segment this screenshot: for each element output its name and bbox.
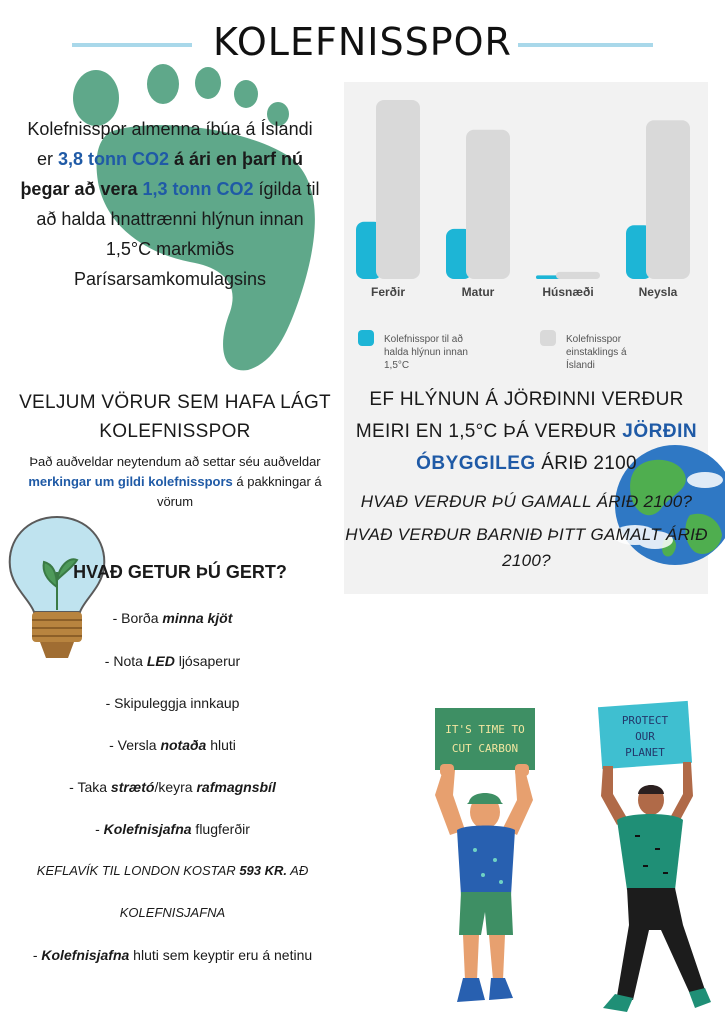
list-item: KEFLAVÍK TIL LONDON KOSTAR 593 KR. AÐ (36, 863, 309, 878)
bar-húsnæði-series-2 (556, 272, 600, 279)
bar-ferðir-series-2 (376, 100, 420, 279)
list-item: - Taka strætó/keyra rafmagnsbíl (69, 779, 276, 795)
intro-highlight-current: 3,8 tonn CO2 (57, 149, 169, 169)
svg-text:OUR: OUR (635, 730, 655, 743)
svg-text:IT'S TIME TO: IT'S TIME TO (445, 723, 525, 736)
list-item: KOLEFNISJAFNA (119, 905, 226, 920)
svg-text:PLANET: PLANET (625, 746, 665, 759)
list-item: - Kolefnisjafna hluti sem keyptir eru á netinu (32, 947, 313, 963)
svg-text:CUT CARBON: CUT CARBON (451, 742, 519, 755)
veljum-text: Það auðveldar neytendum að settar séu auðveldar merkingar um gildi kolefnisspors á pakkningar á vörum (28, 454, 322, 509)
legend-label: Kolefnisspor til að halda hlýnun innan 1,5°C (384, 334, 468, 371)
question-you: HVAÐ VERÐUR ÞÚ GAMALL ÁRIÐ 2100? (360, 492, 693, 511)
sign-cut-carbon (435, 708, 535, 770)
bar-neysla-series-2 (646, 120, 690, 279)
legend-swatch (358, 330, 374, 346)
actions-heading: HVAÐ GETUR ÞÚ GERT? (73, 562, 287, 582)
lightbulb-icon (2, 512, 112, 662)
list-item: - Nota LED ljósaperur (104, 653, 241, 669)
x-tick-label: Neysla (638, 285, 678, 299)
x-tick-label: Ferðir (370, 285, 406, 299)
list-item: - Borða minna kjöt (112, 610, 233, 626)
x-tick-label: Matur (461, 285, 495, 299)
veljum-heading: VELJUM VÖRUR SEM HAFA LÁGT KOLEFNISSPOR (19, 392, 331, 442)
legend-swatch (540, 330, 556, 346)
intro-highlight-target: 1,3 tonn CO2 (142, 179, 254, 199)
page-title: KOLEFNISSPOR (0, 20, 725, 64)
bar-matur-series-2 (466, 130, 510, 279)
list-item: - Skipuleggja innkaup (105, 695, 240, 711)
protesters-illustration (405, 700, 715, 1020)
warning-statement: EF HLÝNUN Á JÖRÐINNI VERÐUR MEIRI EN 1,5°C ÞÁ VERÐUR JÖRÐIN ÓBYGGILEG ÁRIÐ 2100 (355, 389, 698, 474)
list-item: - Kolefnisjafna flugferðir (95, 821, 250, 837)
x-tick-label: Húsnæði (542, 285, 594, 299)
list-item: - Versla notaða hluti (109, 737, 236, 753)
intro-text: Kolefnisspor almenna íbúa á Íslandi er 3,8 tonn CO2 á ári en þarf nú þegar að vera 1,3 tonn CO2 ígilda til að halda hnattrænni hlýnun innan 1,5°C markmiðs Parísarsamkomulagsins (20, 119, 320, 289)
warning-block (345, 384, 708, 574)
legend-label: Kolefnisspor einstaklings á Íslandi (566, 334, 627, 371)
question-child: HVAÐ VERÐUR BARNIÐ ÞITT GAMALT ÁRIÐ 2100? (345, 525, 708, 570)
bar-chart (344, 82, 708, 382)
svg-text:PROTECT: PROTECT (621, 714, 669, 727)
